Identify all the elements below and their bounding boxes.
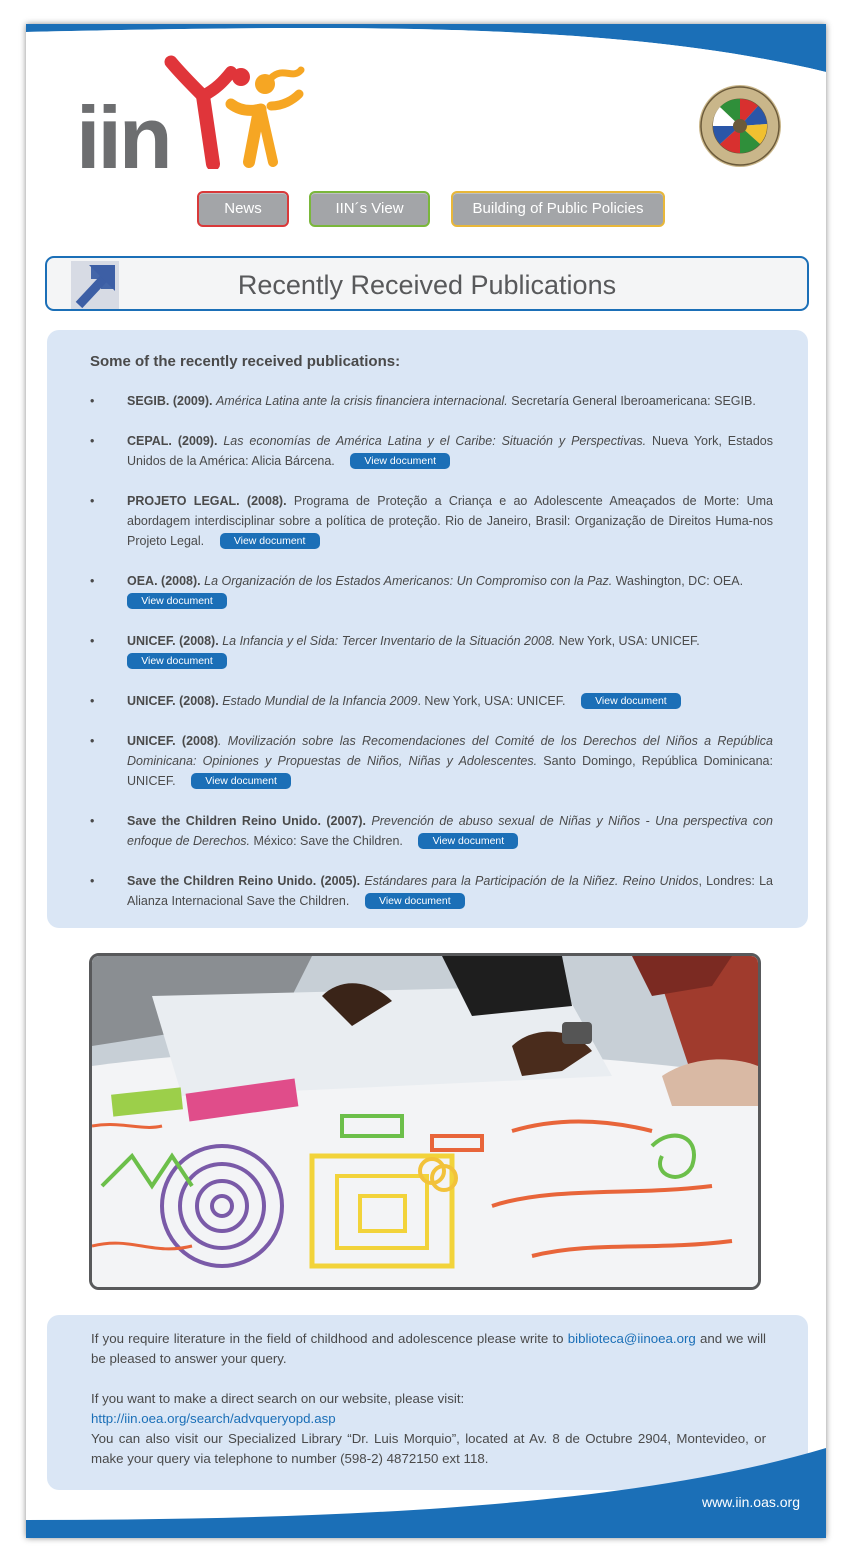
pub-author: CEPAL. (2009). bbox=[127, 434, 218, 448]
iin-logo[interactable] bbox=[76, 54, 306, 187]
contact-text-part: You can also visit our Specialized Library “Dr. Luis Morquio”, located at Av. 8 de Octubre 2904, Montevideo, or make your query via telephone to number (598-2) 4872150 ext 118. bbox=[91, 1431, 766, 1466]
contact-text-part: and we will be pleased to answer your query. bbox=[91, 1331, 766, 1366]
pub-details: México: Save the Children. bbox=[253, 834, 403, 848]
contact-text-part: If you require literature in the field of childhood and adolescence please write to bbox=[91, 1331, 568, 1346]
list-item bbox=[90, 391, 773, 411]
contact-paragraph bbox=[91, 1329, 766, 1369]
oas-seal-icon bbox=[698, 84, 782, 168]
pub-title: La Infancia y el Sida: Tercer Inventario de la Situación 2008. bbox=[222, 634, 556, 648]
pub-details: Programa de Proteção a Criança e ao Adolescente Ameaçados de Morte: Uma abordagem interdisciplinar sobre a política de proteção. Rio de Janeiro, Brasil: Organização de Direitos Huma-nos Projeto Legal. bbox=[127, 494, 773, 548]
pub-title: Estándares para la Participación de la Niñez. Reino Unidos bbox=[364, 874, 699, 888]
pub-author: UNICEF. (2008). bbox=[127, 694, 219, 708]
main-nav bbox=[26, 191, 826, 227]
pub-details: . New York, USA: UNICEF. bbox=[417, 694, 566, 708]
view-document-button[interactable]: View document bbox=[350, 453, 450, 469]
children-figures-icon bbox=[161, 54, 306, 169]
pub-details: New York, USA: UNICEF. bbox=[558, 634, 700, 648]
bullet: • bbox=[90, 574, 95, 588]
pub-author: PROJETO LEGAL. (2008). bbox=[127, 494, 287, 508]
bullet: • bbox=[90, 694, 95, 708]
pub-details: Washington, DC: OEA. bbox=[615, 574, 744, 588]
email-link[interactable]: biblioteca@iinoea.org bbox=[567, 1331, 696, 1346]
section-title-bar bbox=[45, 256, 809, 311]
list-item bbox=[90, 731, 773, 791]
pub-details: Santo Domingo, República Dominicana: UNICEF. bbox=[127, 754, 773, 788]
list-item bbox=[90, 431, 773, 471]
bullet: • bbox=[90, 494, 95, 508]
photo-illustration bbox=[92, 956, 758, 1287]
publications-list bbox=[90, 391, 773, 931]
view-document-button[interactable]: View document bbox=[127, 593, 227, 609]
bullet: • bbox=[90, 434, 95, 448]
view-document-button[interactable]: View document bbox=[127, 653, 227, 669]
list-item bbox=[90, 871, 773, 911]
nav-public-policies-button[interactable]: Building of Public Policies bbox=[451, 191, 665, 227]
pub-details: Secretaría General Iberoamericana: SEGIB. bbox=[511, 394, 756, 408]
pub-title: La Organización de los Estados Americanos: Un Compromiso con la Paz. bbox=[204, 574, 613, 588]
bullet: • bbox=[90, 814, 95, 828]
newsletter-page bbox=[26, 24, 826, 1538]
pub-author: SEGIB. (2009). bbox=[127, 394, 213, 408]
pub-title: América Latina ante la crisis financiera internacional. bbox=[215, 394, 508, 408]
pub-title: Prevención de abuso sexual de Niñas y Niños - Una perspectiva con enfoque de Derechos. bbox=[127, 814, 773, 848]
bullet: • bbox=[90, 874, 95, 888]
view-document-button[interactable]: View document bbox=[418, 833, 518, 849]
pub-author: UNICEF. (2008) bbox=[127, 734, 219, 748]
list-item bbox=[90, 571, 773, 611]
publications-heading: Some of the recently received publications: bbox=[90, 353, 401, 370]
list-item bbox=[90, 691, 773, 711]
pub-author: Save the Children Reino Unido. (2005). bbox=[127, 874, 361, 888]
pub-title: Las economías de América Latina y el Caribe: Situación y Perspectivas. bbox=[223, 434, 647, 448]
view-document-button[interactable]: View document bbox=[220, 533, 320, 549]
pub-author: Save the Children Reino Unido. (2007). bbox=[127, 814, 366, 828]
search-url-link[interactable]: http://iin.oea.org/search/advqueryopd.asp bbox=[91, 1411, 336, 1426]
view-document-button[interactable]: View document bbox=[581, 693, 681, 709]
bullet: • bbox=[90, 734, 95, 748]
bullet: • bbox=[90, 394, 95, 408]
website-url-link[interactable]: www.iin.oas.org bbox=[701, 1494, 800, 1510]
pub-author: OEA. (2008). bbox=[127, 574, 201, 588]
list-item bbox=[90, 631, 773, 671]
pub-author: UNICEF. (2008). bbox=[127, 634, 219, 648]
pub-details: , Londres: La Alianza Internacional Save the Children. bbox=[127, 874, 773, 908]
pub-title: Estado Mundial de la Infancia 2009 bbox=[222, 694, 418, 708]
logo-wordmark: iin bbox=[76, 88, 170, 187]
page-title: Recently Received Publications bbox=[237, 270, 617, 300]
nav-iin-view-button[interactable]: IIN´s View bbox=[309, 191, 430, 227]
view-document-button[interactable]: View document bbox=[365, 893, 465, 909]
contact-text-part: If you want to make a direct search on our website, please visit: bbox=[91, 1391, 465, 1406]
nav-news-button[interactable]: News bbox=[197, 191, 289, 227]
list-item bbox=[90, 811, 773, 851]
children-drawing-photo bbox=[89, 953, 761, 1290]
publications-panel bbox=[47, 330, 808, 928]
pub-title: . Movilización sobre las Recomendaciones del Comité de los Derechos del Niños a República Dominicana: Opiniones y Propuestas de Niños, Niñas y Adolescentes. bbox=[127, 734, 773, 768]
pub-details: Nueva York, Estados Unidos de la América: Alicia Bárcena. bbox=[127, 434, 773, 468]
list-item bbox=[90, 491, 773, 551]
view-document-button[interactable]: View document bbox=[191, 773, 291, 789]
bullet: • bbox=[90, 634, 95, 648]
bottom-wave-banner bbox=[26, 1448, 826, 1538]
